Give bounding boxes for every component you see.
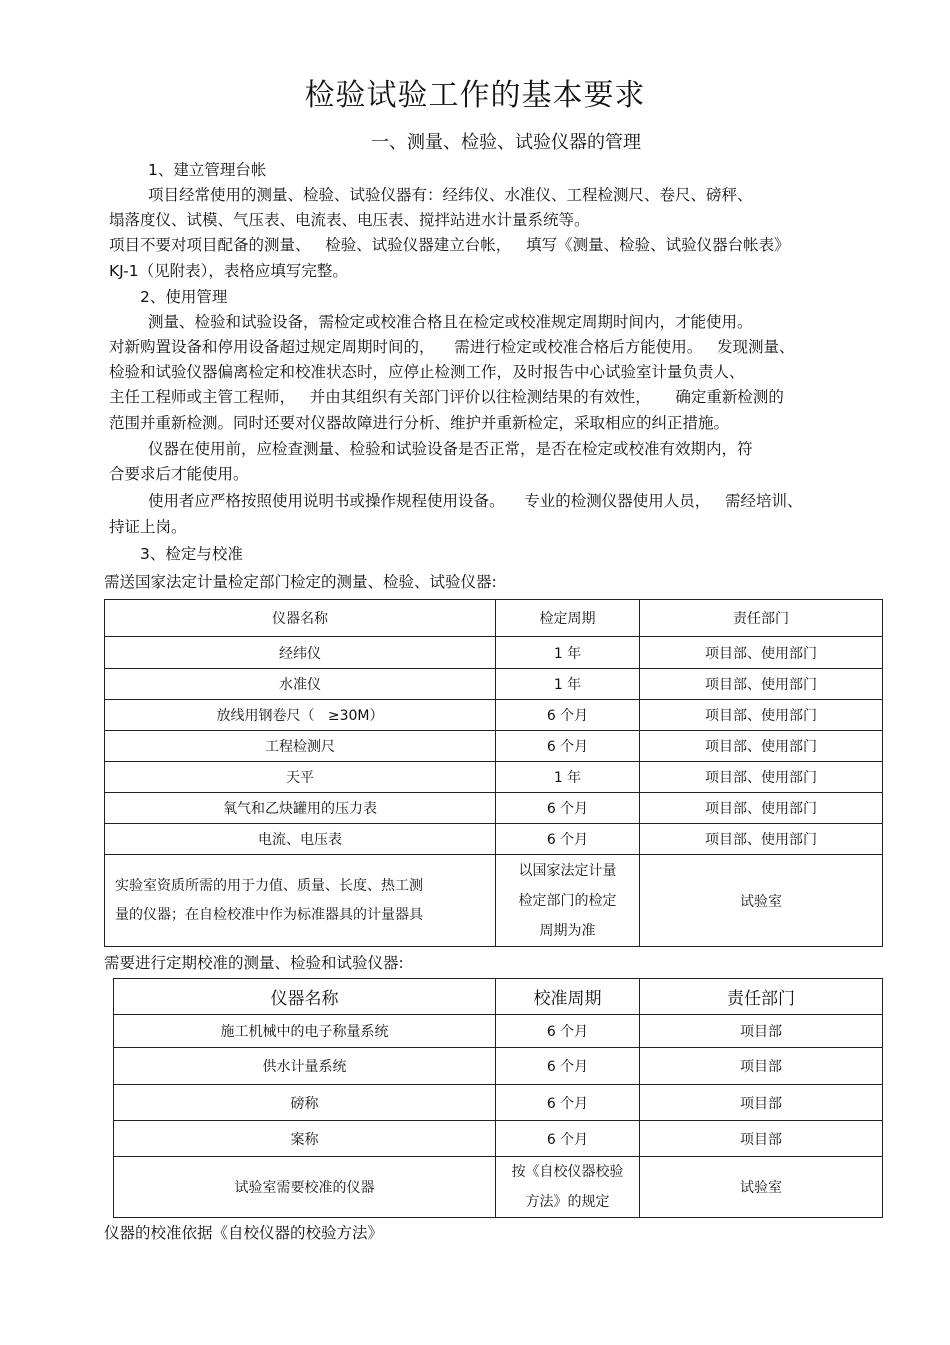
department-cell: 项目部、使用部门 — [640, 762, 883, 793]
period-cell: 1 年 — [496, 637, 640, 669]
paragraph-line: 使用者应严格按照使用说明书或操作规程使用设备。 专业的检测仪器使用人员， 需经培训、 — [148, 492, 803, 510]
header-cell: 检定周期 — [496, 600, 640, 637]
section-heading: 一、测量、检验、试验仪器的管理 — [371, 132, 641, 153]
instrument-cell: 经纬仪 — [105, 637, 496, 669]
header-cell: 仪器名称 — [105, 600, 496, 637]
paragraph-line: 检验和试验仪器偏离检定和校准状态时，应停止检测工作，及时报告中心试验室计量负责人、 — [109, 363, 745, 381]
footer-note: 仪器的校准依据《自校仪器的校验方法》 — [104, 1224, 384, 1242]
department-cell: 项目部 — [640, 1121, 883, 1157]
header-cell: 责任部门 — [640, 979, 883, 1015]
calibration-table — [113, 978, 883, 1218]
period-cell: 6 个月 — [496, 1121, 640, 1157]
cell-line: 按《自校仪器校验 — [511, 1164, 624, 1180]
cell-line: 检定部门的检定 — [518, 892, 617, 909]
paragraph-line: 合要求后才能使用。 — [109, 465, 249, 483]
cell-line: 实验室资质所需的用于力值、质量、长度、热工测 — [115, 877, 423, 894]
table-row — [114, 1085, 883, 1121]
instrument-cell: 氧气和乙炔罐用的压力表 — [105, 793, 496, 824]
period-cell: 6 个月 — [496, 731, 640, 762]
department-cell: 项目部、使用部门 — [640, 637, 883, 669]
period-cell: 1 年 — [496, 762, 640, 793]
verification-table — [104, 599, 883, 947]
paragraph-line: 持证上岗。 — [109, 518, 187, 536]
instrument-cell: 磅称 — [114, 1085, 496, 1121]
table-row — [105, 793, 883, 824]
period-cell — [496, 855, 640, 947]
instrument-cell: 试验室需要校准的仪器 — [114, 1157, 496, 1218]
period-cell — [496, 1157, 640, 1218]
department-cell: 项目部、使用部门 — [640, 824, 883, 855]
department-cell: 试验室 — [640, 855, 883, 947]
cell-line: 量的仪器；在自检校准中作为标准器具的计量器具 — [115, 906, 423, 923]
department-cell: 项目部、使用部门 — [640, 731, 883, 762]
instrument-cell: 水准仪 — [105, 669, 496, 700]
table-caption: 需送国家法定计量检定部门检定的测量、检验、试验仪器: — [104, 573, 497, 591]
paragraph-line: 主任工程师或主管工程师， 并由其组织有关部门评价以往检测结果的有效性， 确定重新检测的 — [109, 388, 784, 406]
header-cell: 校准周期 — [496, 979, 640, 1015]
table-row — [114, 1121, 883, 1157]
department-cell: 项目部、使用部门 — [640, 793, 883, 824]
period-cell: 6 个月 — [496, 1048, 640, 1085]
instrument-cell — [105, 855, 496, 947]
department-cell: 项目部、使用部门 — [640, 700, 883, 731]
paragraph-line: 对新购置设备和停用设备超过规定周期时间的， 需进行检定或校准合格后方能使用。 发现测量、 — [109, 338, 795, 356]
instrument-cell: 放线用钢卷尺（ ≥30M） — [105, 700, 496, 731]
table-caption: 需要进行定期校准的测量、检验和试验仪器: — [104, 954, 404, 972]
table-row — [105, 824, 883, 855]
cell-line: 以国家法定计量 — [518, 862, 617, 879]
department-cell: 项目部 — [640, 1085, 883, 1121]
paragraph-line: 测量、检验和试验设备，需检定或校准合格且在检定或校准规定周期时间内，才能使用。 — [148, 313, 753, 331]
table-row — [105, 700, 883, 731]
cell-line: 方法》的规定 — [525, 1194, 610, 1210]
table-row — [105, 637, 883, 669]
department-cell: 项目部 — [640, 1015, 883, 1048]
paragraph-line: 项目不要对项目配备的测量、 检验、试验仪器建立台帐， 填写《测量、检验、试验仪器台帐表》 — [109, 236, 790, 254]
table-row — [105, 731, 883, 762]
instrument-cell: 供水计量系统 — [114, 1048, 496, 1085]
period-cell: 6 个月 — [496, 824, 640, 855]
instrument-cell: 工程检测尺 — [105, 731, 496, 762]
paragraph-line: 塌落度仪、试模、气压表、电流表、电压表、搅拌站进水计量系统等。 — [109, 211, 590, 229]
table-row — [105, 855, 883, 947]
period-cell: 6 个月 — [496, 1085, 640, 1121]
period-cell: 6 个月 — [496, 793, 640, 824]
table-header-row — [114, 979, 883, 1015]
instrument-cell: 天平 — [105, 762, 496, 793]
subheading-3: 3、检定与校准 — [140, 545, 243, 563]
paragraph-line: 仪器在使用前，应检查测量、检验和试验设备是否正常，是否在检定或校准有效期内，符 — [148, 440, 753, 458]
instrument-cell: 施工机械中的电子称量系统 — [114, 1015, 496, 1048]
table-row — [114, 1048, 883, 1085]
department-cell: 项目部 — [640, 1048, 883, 1085]
instrument-cell: 案称 — [114, 1121, 496, 1157]
paragraph-line: 项目经常使用的测量、检验、试验仪器有：经纬仪、水准仪、工程检测尺、卷尺、磅秤、 — [148, 186, 753, 204]
table-row — [114, 1015, 883, 1048]
paragraph-line: 范围并重新检测。同时还要对仪器故障进行分析、维护并重新检定，采取相应的纠正措施。 — [109, 414, 730, 432]
table-header-row — [105, 600, 883, 637]
paragraph-line: KJ-1（见附表），表格应填写完整。 — [109, 262, 348, 280]
header-cell: 责任部门 — [640, 600, 883, 637]
table-row — [114, 1157, 883, 1218]
page-title: 检验试验工作的基本要求 — [304, 78, 646, 113]
period-cell: 6 个月 — [496, 700, 640, 731]
department-cell: 项目部、使用部门 — [640, 669, 883, 700]
period-cell: 6 个月 — [496, 1015, 640, 1048]
subheading-2: 2、使用管理 — [140, 288, 228, 306]
instrument-cell: 电流、电压表 — [105, 824, 496, 855]
subheading-1: 1、建立管理台帐 — [148, 161, 267, 179]
table-row — [105, 669, 883, 700]
department-cell: 试验室 — [640, 1157, 883, 1218]
header-cell: 仪器名称 — [114, 979, 496, 1015]
cell-line: 周期为准 — [539, 922, 596, 939]
table-row — [105, 762, 883, 793]
period-cell: 1 年 — [496, 669, 640, 700]
